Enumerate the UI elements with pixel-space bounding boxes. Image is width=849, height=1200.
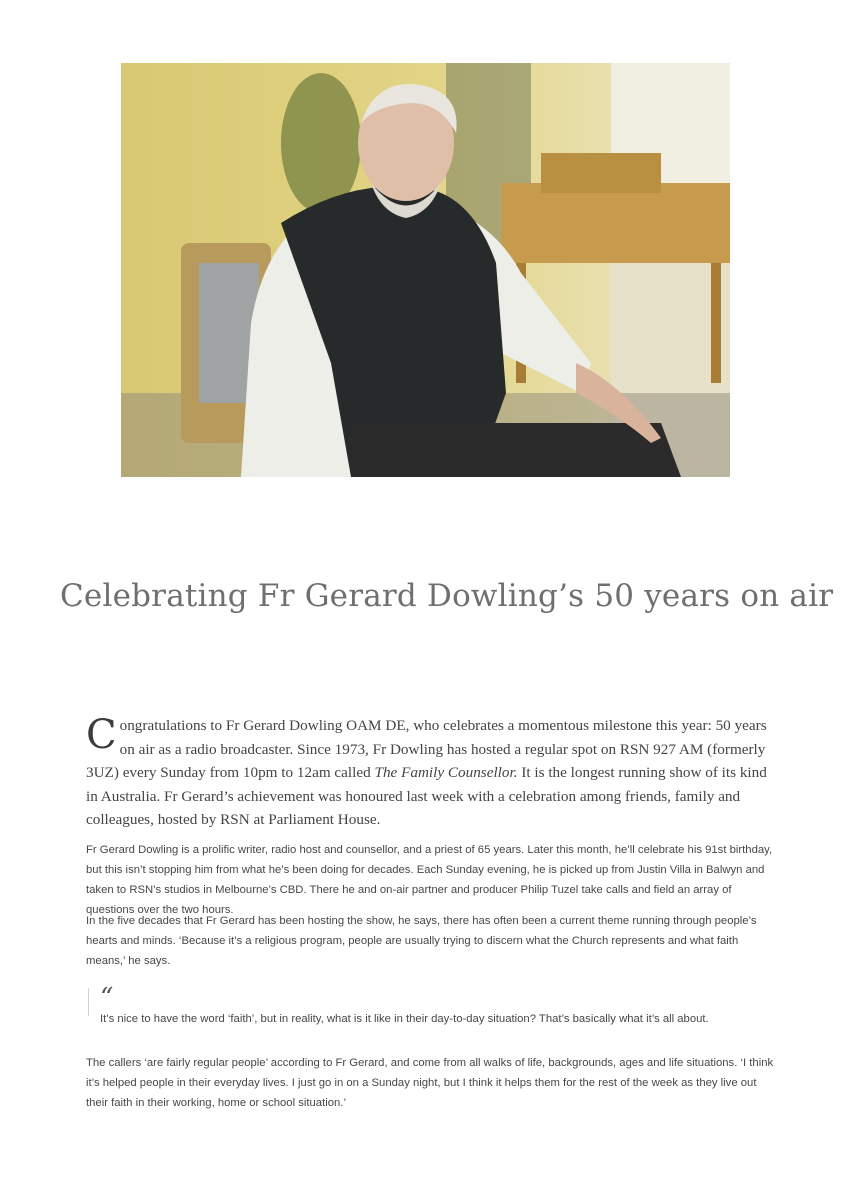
article-headline: Celebrating Fr Gerard Dowling’s 50 years on air bbox=[60, 578, 834, 614]
article-photo bbox=[121, 63, 730, 477]
program-title: The Family Counsellor. bbox=[374, 764, 518, 781]
pull-quote-divider bbox=[88, 988, 89, 1016]
body-paragraph: In the five decades that Fr Gerard has been hosting the show, he says, there has often been a current theme running through people’s hearts and minds. ‘Because it’s a religious program, people are usually trying to discern what the Church represents and what faith means,’ he says. bbox=[86, 915, 757, 967]
quote-mark-icon: “ bbox=[100, 983, 114, 1013]
lede-text-before: ongratulations to Fr Gerard Dowling OAM DE, who celebrates a momentous milestone this year: 50 years on air as a radio broadcaster. Since 1973, Fr Dowling has hosted a regular spot on RSN 927 AM (formerly 3UZ) every Sunday from 10pm to 12am called bbox=[86, 717, 767, 781]
article-lede bbox=[86, 714, 776, 832]
body-paragraph: The callers ‘are fairly regular people’ according to Fr Gerard, and come from all walks of life, backgrounds, ages and life situations. ‘I think it’s helped people in their everyday lives. I just go in on a Sunday night, but I think it helps them for the rest of the week as they live out their faith in their working, home or school situation.’ bbox=[86, 1057, 774, 1109]
lede-text-after: It is the longest running show of its kind in Australia. Fr Gerard’s achievement was honoured last week with a celebration among friends, family and colleagues, hosted by RSN at Parliament House. bbox=[86, 764, 767, 828]
body-paragraph: Fr Gerard Dowling is a prolific writer, radio host and counsellor, and a priest of 65 years. Later this month, he’ll celebrate his 91st birthday, but this isn’t stopping him from what he’s been doing for decades. Each Sunday evening, he is picked up from Justin Villa in Balwyn and taken to RSN’s studios in Melbourne’s CBD. There he and on-air partner and producer Philip Tuzel take calls and field an array of questions over the two hours. bbox=[86, 844, 773, 916]
drop-cap: C bbox=[86, 712, 117, 758]
pull-quote: It’s nice to have the word ‘faith’, but in reality, what is it like in their day-to-day situation? That’s basically what it’s all about. bbox=[100, 1013, 709, 1025]
